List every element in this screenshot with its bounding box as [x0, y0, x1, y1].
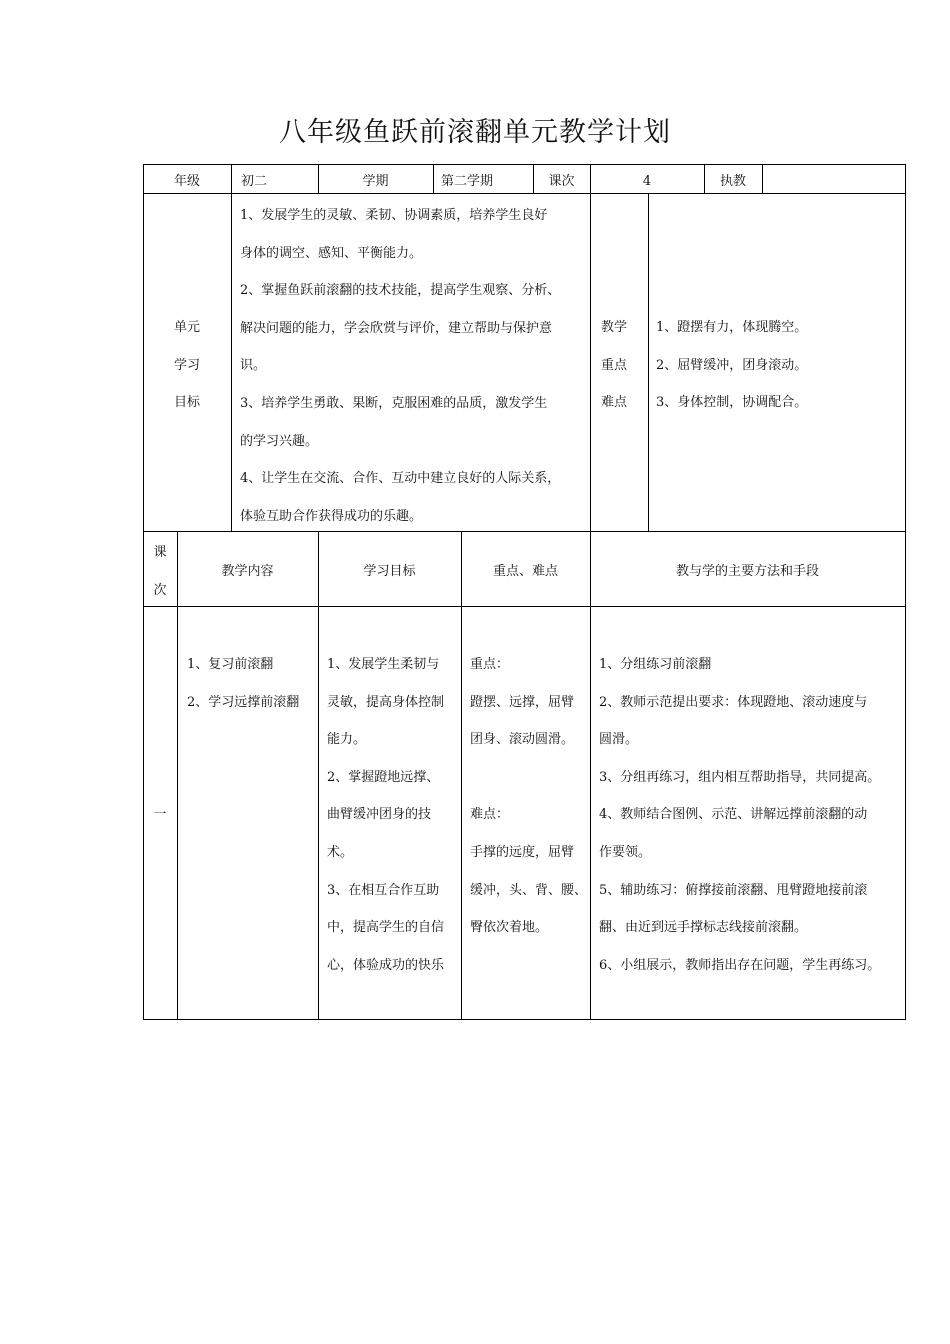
grid-line	[318, 531, 319, 1019]
col-lesson-header: 课 次	[153, 545, 167, 598]
col-content-header: 教学内容	[221, 564, 274, 579]
unit-goals-label: 单元 学习 目标	[173, 320, 200, 411]
term-value: 第二学期	[441, 174, 494, 189]
grid-line	[143, 606, 906, 607]
grid-line	[231, 193, 232, 531]
lessons-label: 课次	[548, 174, 575, 189]
lesson-goals: 1、发展学生柔韧与 灵敏，提高身体控制 能力。 2、掌握蹬地远撑、 曲臂缓冲团身的技 术。 3、在相互合作互助 中，提高学生的自信 心，体验成功的快乐	[327, 657, 445, 973]
col-methods-header: 教与学的主要方法和手段	[675, 564, 819, 579]
key-points-label: 教学 重点 难点	[600, 320, 627, 411]
term-label: 学期	[362, 174, 389, 189]
grid-line	[590, 531, 591, 1019]
col-goals-header: 学习目标	[363, 564, 416, 579]
grid-line	[648, 193, 649, 531]
grid-line	[762, 164, 763, 193]
grid-line	[177, 531, 178, 1019]
lesson-methods: 1、分组练习前滚翻 2、教师示范提出要求：体现蹬地、滚动速度与 圆滑。 3、分组再练习，组内相互帮助指导，共同提高。 4、教师结合图例、示范、讲解远撑前滚翻的动 作要领。 5、辅助练习：俯撑接前滚翻、甩臂蹬地接前滚 翻、由近到远手撑标志线接前滚翻。 6、小组展示，教师指出存在问题，学生再练习。	[599, 657, 881, 973]
document-title: 八年级鱼跃前滚翻单元教学计划	[279, 117, 671, 148]
grade-label: 年级	[173, 174, 200, 189]
grid-line	[905, 164, 906, 1020]
grid-line	[461, 531, 462, 1019]
key-points-text: 1、蹬摆有力，体现腾空。 2、屈臂缓冲，团身滚动。 3、身体控制，协调配合。	[656, 320, 808, 411]
lessons-value: 4	[642, 174, 652, 189]
lesson-keypoints: 重点： 蹬摆、远撑，屈臂 团身、滚动圆滑。 难点： 手撑的远度，屈臂 缓冲，头、背、腰、 臀依次着地。	[470, 657, 588, 936]
grid-line	[433, 164, 434, 193]
col-keypoints-header: 重点、难点	[492, 564, 558, 579]
lesson-number: 一	[153, 807, 167, 822]
grid-line	[143, 1019, 906, 1020]
lesson-content: 1、复习前滚翻 2、学习远撑前滚翻	[187, 657, 300, 710]
teacher-label: 执教	[719, 174, 746, 189]
grid-line	[231, 164, 232, 193]
unit-goals-text: 1、发展学生的灵敏、柔韧、协调素质，培养学生良好 身体的调空、感知、平衡能力。 2、掌握鱼跃前滚翻的技术技能，提高学生观察、分析、 解决问题的能力，学会欣赏与评价，建立帮助与保护意 识。 3、培养学生勇敢、果断，克服困难的品质，激发学生 的学习兴趣。 4、让学生在交流、合作、互动中建立良好的人际关系， 体验互助合作获得成功的乐趣。	[240, 208, 561, 524]
grade-value: 初二	[241, 174, 268, 189]
